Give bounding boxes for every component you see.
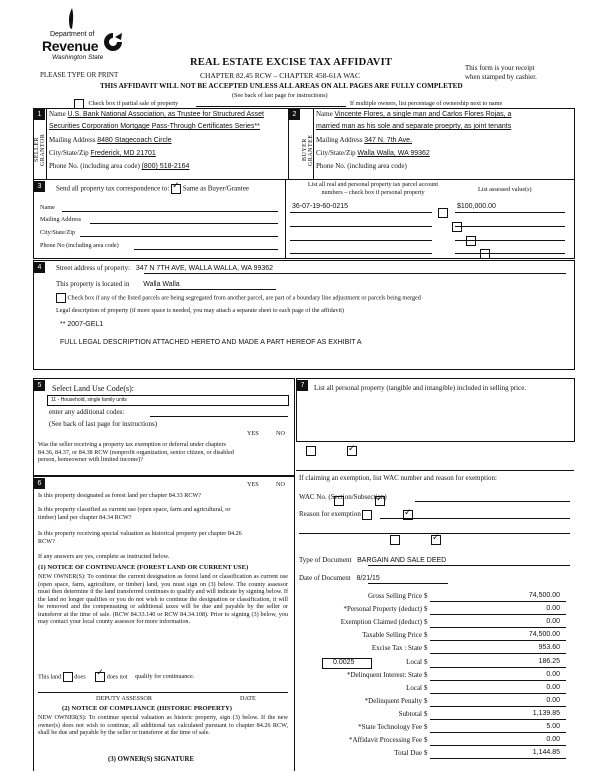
- agency-line1: Department of: [50, 31, 95, 38]
- tax-row-label: Taxable Selling Price: [362, 631, 422, 639]
- land-does-checkbox[interactable]: [63, 672, 73, 682]
- doc-type-row: Type of Document BARGAIN AND SALE DEED: [299, 556, 447, 564]
- buyer-block: Name Vincente Flores, a single man and Carlos Flores Rojas, a married man as his sole and separate proeprty, as joint tenants Mailing Address 347 N. 7th Ave. City/State/Zip Walla Walla, WA 99362 Phone No. (including area code): [316, 110, 570, 175]
- feather-icon: [67, 8, 77, 30]
- personal-property-label: List all personal property (tangible and intangible) included in selling price.: [314, 384, 527, 392]
- tax-row-label: Excise Tax : State: [371, 644, 422, 652]
- local-rate: 0.0025: [333, 659, 355, 666]
- seller-block: Name U.S. Bank National Association, as Trustee for Structured Asset Securities Corporation Mortgage Pass-Through Certificates Series** Mailing Address 8480 Stagecoach Circle City/State/Zip Frederick, MD 21701 Phone No. (including area code) (800) 518-2164: [49, 110, 285, 175]
- tax-row-value[interactable]: 0.00: [546, 684, 560, 691]
- tax-row-label: Local: [406, 658, 422, 666]
- current-use-question: Is this property classified as current use (open space, farm and agricultural, or timber) land per chapter 84.34 RCW?: [38, 506, 231, 521]
- receipt-note-1: This form is your receipt: [465, 64, 535, 72]
- land-use-select[interactable]: [47, 395, 289, 406]
- land-use-label: Select Land Use Code(s):: [52, 384, 134, 393]
- sec5-yes: YES: [247, 430, 259, 437]
- tax-row-label: *Personal Property (deduct): [343, 605, 422, 613]
- tax-row-label: Subtotal: [398, 710, 422, 718]
- tax-row-label: *State Technology Fee: [358, 723, 422, 731]
- tax-row-line: [430, 680, 566, 681]
- section-4-box: [33, 260, 575, 370]
- same-as-buyer-checkbox[interactable]: [171, 184, 181, 194]
- tax-row-value[interactable]: 186.25: [538, 658, 560, 665]
- legal-description[interactable]: FULL LEGAL DESCRIPTION ATTACHED HERETO AND MADE A PART HEREOF AS EXHIBIT A: [60, 339, 362, 346]
- tax-row: [300, 671, 570, 681]
- tax-row-currency: $: [424, 592, 428, 600]
- seller-name-2[interactable]: Securities Corporation Mortgage Pass-Through Certificates Series**: [49, 123, 260, 130]
- sec6-yes: YES: [247, 481, 259, 488]
- parcel-personal-checkbox-4[interactable]: [480, 249, 490, 259]
- tax-row-value[interactable]: 0.00: [546, 736, 560, 743]
- buyer-city[interactable]: Walla Walla, WA 99362: [357, 150, 430, 157]
- tax-row-value[interactable]: 74,500.00: [528, 592, 560, 599]
- sec3-mail-label: Mailing Address: [40, 216, 82, 223]
- land-continuance-row: This land does ✓ does not qualify for continuance.: [38, 672, 194, 682]
- partial-sale-label: Check box if partial sale of property: [88, 100, 179, 108]
- located-row: This property is located in Walla Walla: [56, 280, 180, 288]
- tax-row: [300, 644, 570, 654]
- section-2-badge: 2: [289, 109, 300, 120]
- tax-row-line: [430, 653, 566, 654]
- seller-phone[interactable]: (800) 518-2164: [141, 163, 190, 170]
- tax-row-line: [430, 693, 566, 694]
- tax-row: [300, 749, 570, 759]
- doc-type[interactable]: BARGAIN AND SALE DEED: [357, 557, 447, 564]
- historic-question: Is this property receiving special valuation as historical property per chapter 84.26 RCW?: [38, 530, 242, 545]
- additional-codes-label: enter any additional codes:: [49, 408, 125, 416]
- tax-row-label: *Delinquent Interest: State: [346, 671, 422, 679]
- warning-text: THIS AFFIDAVIT WILL NOT BE ACCEPTED UNLESS ALL AREAS ON ALL PAGES ARE FULLY COMPLETED: [100, 82, 463, 90]
- tax-row-line: [430, 732, 566, 733]
- agency-logo: [38, 8, 128, 64]
- tax-row-currency: $: [424, 605, 428, 613]
- please-type-print: PLEASE TYPE OR PRINT: [40, 71, 119, 79]
- tax-row: [300, 592, 570, 602]
- historic-yes-checkbox[interactable]: [390, 535, 400, 545]
- tax-row-value[interactable]: 0.00: [546, 697, 560, 704]
- parcel-personal-checkbox-2[interactable]: [452, 222, 462, 232]
- legal-ref[interactable]: ** 2007-GEL1: [60, 321, 104, 328]
- compliance-title: (2) NOTICE OF COMPLIANCE (HISTORIC PROPERTY): [62, 705, 232, 712]
- multiple-owners-note: If multiple owners, list percentage of ownership next to name: [350, 100, 503, 107]
- reason-label: Reason for exemption: [299, 510, 361, 518]
- parcel-personal-checkbox-3[interactable]: [466, 236, 476, 246]
- sec3-phone-label: Phone No (including area code): [40, 242, 119, 249]
- form-title: REAL ESTATE EXCISE TAX AFFIDAVIT: [190, 57, 393, 68]
- current-use-yes-checkbox[interactable]: [362, 510, 372, 520]
- tax-row-label: Local: [406, 684, 422, 692]
- tax-row: [300, 631, 570, 641]
- street-address-row: Street address of property: 347 N 7TH AVE, WALLA WALLA, WA 99362: [56, 264, 274, 272]
- sec6-no: NO: [276, 481, 285, 488]
- sec3-name-label: Name: [40, 204, 55, 211]
- tax-row: [300, 684, 570, 694]
- buyer-mailing[interactable]: 347 N. 7th Ave.: [364, 137, 412, 144]
- tax-row-value[interactable]: 1,139.85: [532, 710, 560, 717]
- tax-row-value[interactable]: 0.00: [546, 618, 560, 625]
- continuance-title: (1) NOTICE OF CONTINUANCE (FOREST LAND OR CURRENT USE): [38, 564, 249, 571]
- forest-question: Is this property designated as forest land per chapter 84.33 RCW?: [38, 492, 202, 499]
- owner-signature-title: (3) OWNER(S) SIGNATURE: [108, 756, 194, 763]
- section-4-badge: 4: [34, 262, 45, 273]
- tax-row-currency: $: [424, 671, 428, 679]
- tax-row: [300, 697, 570, 707]
- section-7-badge: 7: [297, 380, 308, 391]
- section-6-badge: 6: [34, 478, 45, 489]
- doc-date[interactable]: 8/21/15: [356, 575, 380, 582]
- tax-row-currency: $: [424, 644, 428, 652]
- section-5-badge: 5: [34, 380, 45, 391]
- tax-row-label: Total Due: [394, 749, 422, 757]
- buyer-side-label: BUYER GRANTEE: [302, 134, 314, 166]
- tax-row-line: [430, 627, 566, 628]
- sec5-no-checkbox[interactable]: [347, 446, 357, 456]
- section-3-badge: 3: [34, 181, 45, 192]
- date-label: DATE: [240, 695, 256, 702]
- legal-desc-label: Legal description of property (if more space is needed, you may attach a separate sheet to each page of the affidavit): [56, 307, 344, 314]
- parcels-header: List all real and personal property tax parcel account numbers – check box if personal property: [307, 181, 439, 196]
- segregated-checkbox[interactable]: [56, 293, 66, 303]
- street-address[interactable]: 347 N 7TH AVE, WALLA WALLA, WA 99362: [135, 265, 274, 272]
- tax-row-value[interactable]: 1,144.85: [532, 749, 560, 756]
- tax-row-currency: $: [424, 631, 428, 639]
- tax-row: [300, 710, 570, 720]
- assessed-value[interactable]: $100,000.00: [457, 203, 496, 210]
- sec5-no: NO: [276, 430, 285, 437]
- tax-row-line: [430, 758, 566, 759]
- land-does-not-checkbox[interactable]: [95, 672, 105, 682]
- parcel-personal-checkbox-1[interactable]: [438, 208, 448, 218]
- continuance-body: NEW OWNER(S): To continue the current designation as forest land or classification as current use (open space, farm, agriculture, or timber) land, you must sign on (3) below. The county assessor must then determine if the land transferred continues to qualify and will indicate by signing below. If the land no longer qualifies or you do not wish to continue the designation or classification, it will be removed and the compensating or additional taxes will be due and payable by the seller or transferor at the time of sale. (RCW 84.33.140 or RCW 84.34.108). Prior to signing (3) below, you may contact your local county assessor for more information.: [38, 573, 288, 625]
- swirl-icon: [102, 31, 124, 53]
- sec3-city-label: City/State/Zip: [40, 229, 76, 236]
- tax-row-currency: $: [424, 723, 428, 731]
- tax-row-currency: $: [424, 749, 428, 757]
- tax-row-label: Exemption Claimed (deduct): [340, 618, 422, 626]
- located-city[interactable]: Walla Walla: [143, 281, 180, 288]
- buyer-name-2[interactable]: married man as his sole and separate proeprty, as joint tenants: [316, 123, 512, 130]
- historic-no-checkbox[interactable]: [431, 535, 441, 545]
- tax-row: [300, 736, 570, 746]
- receipt-note-2: when stamped by cashier.: [465, 73, 537, 81]
- if-yes-note: If any answers are yes, complete as instructed below.: [38, 553, 170, 560]
- tax-row-value[interactable]: 0.00: [546, 671, 560, 678]
- compliance-body: NEW OWNER(S): To continue special valuation as historic property, sign (3) below. If the new owner(s) does not wish to continue, all additional tax calculated pursuant to chapter 84.26 RCW, shall be due and payable by the seller or transferor at the time of sale.: [38, 714, 288, 736]
- land-use-value: 11 - Household, single family units: [51, 397, 127, 403]
- tax-row-line: [430, 640, 566, 641]
- tax-row-currency: $: [424, 697, 428, 705]
- section-1-badge: 1: [34, 109, 45, 120]
- tax-row-label: *Delinquent Penalty: [364, 697, 422, 705]
- tax-row-currency: $: [424, 736, 428, 744]
- tax-row: [300, 618, 570, 628]
- seller-city[interactable]: Frederick, MD 21701: [90, 150, 156, 157]
- seller-side-label: SELLER GRANTOR: [34, 133, 46, 167]
- exemption-label: If claiming an exemption, list WAC number and reason for exemption:: [299, 474, 497, 482]
- segregated-row: Check box if any of the listed parcels are being segregated from another parcel, are part of a boundary line adjustment or parcels being merged: [56, 293, 421, 303]
- sec5-yes-checkbox[interactable]: [306, 446, 316, 456]
- tax-row-value[interactable]: 74,500.00: [528, 631, 560, 638]
- tax-row-line: [430, 745, 566, 746]
- tax-row-label: *Affidavit Processing Fee: [349, 736, 422, 744]
- tax-row: [300, 723, 570, 733]
- seller-mailing[interactable]: 8480 Stagecoach Circle: [97, 137, 172, 144]
- deputy-assessor-label: DEPUTY ASSESSOR: [96, 695, 152, 702]
- tax-row-currency: $: [424, 710, 428, 718]
- assessed-header: List assessed value(s): [478, 186, 532, 193]
- agency-line3: Washington State: [52, 54, 104, 61]
- see-back-text: (See back of last page for instructions): [232, 92, 328, 99]
- exemption-question: Was the seller receiving a property tax exemption or deferral under chapters 84.36, 84.37, or 84.38 RCW (nonprofit organization, senior citizen, or disabled person, homeowner with limited income)?: [38, 441, 234, 463]
- buyer-name-1[interactable]: Vincente Flores, a single man and Carlos Flores Rojas, a: [334, 111, 512, 118]
- tax-row-value[interactable]: 0.00: [546, 605, 560, 612]
- agency-line2: Revenue: [42, 38, 99, 54]
- tax-row-currency: $: [424, 618, 428, 626]
- tax-row-line: [430, 614, 566, 615]
- form-subtitle: CHAPTER 82.45 RCW – CHAPTER 458-61A WAC: [200, 71, 360, 80]
- tax-row-currency: $: [424, 684, 428, 692]
- wac-label: WAC No. (Section/Subsection): [299, 493, 387, 501]
- sec5-see-back: (See back of last page for instructions): [49, 420, 158, 428]
- local-rate-box[interactable]: [322, 658, 372, 669]
- tax-row-line: [430, 706, 566, 707]
- parcel-number[interactable]: 36-07-19-60-0215: [292, 203, 349, 210]
- send-correspondence: Send all property tax correspondence to: ✓ Same as Buyer/Grantee: [56, 184, 249, 194]
- tax-row-line: [430, 719, 566, 720]
- tax-row-line: [430, 667, 566, 668]
- tax-row-line: [430, 601, 566, 602]
- tax-row-value[interactable]: 5.00: [546, 723, 560, 730]
- tax-row-currency: $: [424, 658, 428, 666]
- seller-name-1[interactable]: U.S. Bank National Association, as Trustee for Structured Asset: [67, 111, 264, 118]
- tax-row: [300, 605, 570, 615]
- tax-row-value[interactable]: 953.60: [538, 644, 560, 651]
- tax-row-label: Gross Selling Price: [367, 592, 422, 600]
- doc-date-row: Date of Document 8/21/15: [299, 574, 380, 582]
